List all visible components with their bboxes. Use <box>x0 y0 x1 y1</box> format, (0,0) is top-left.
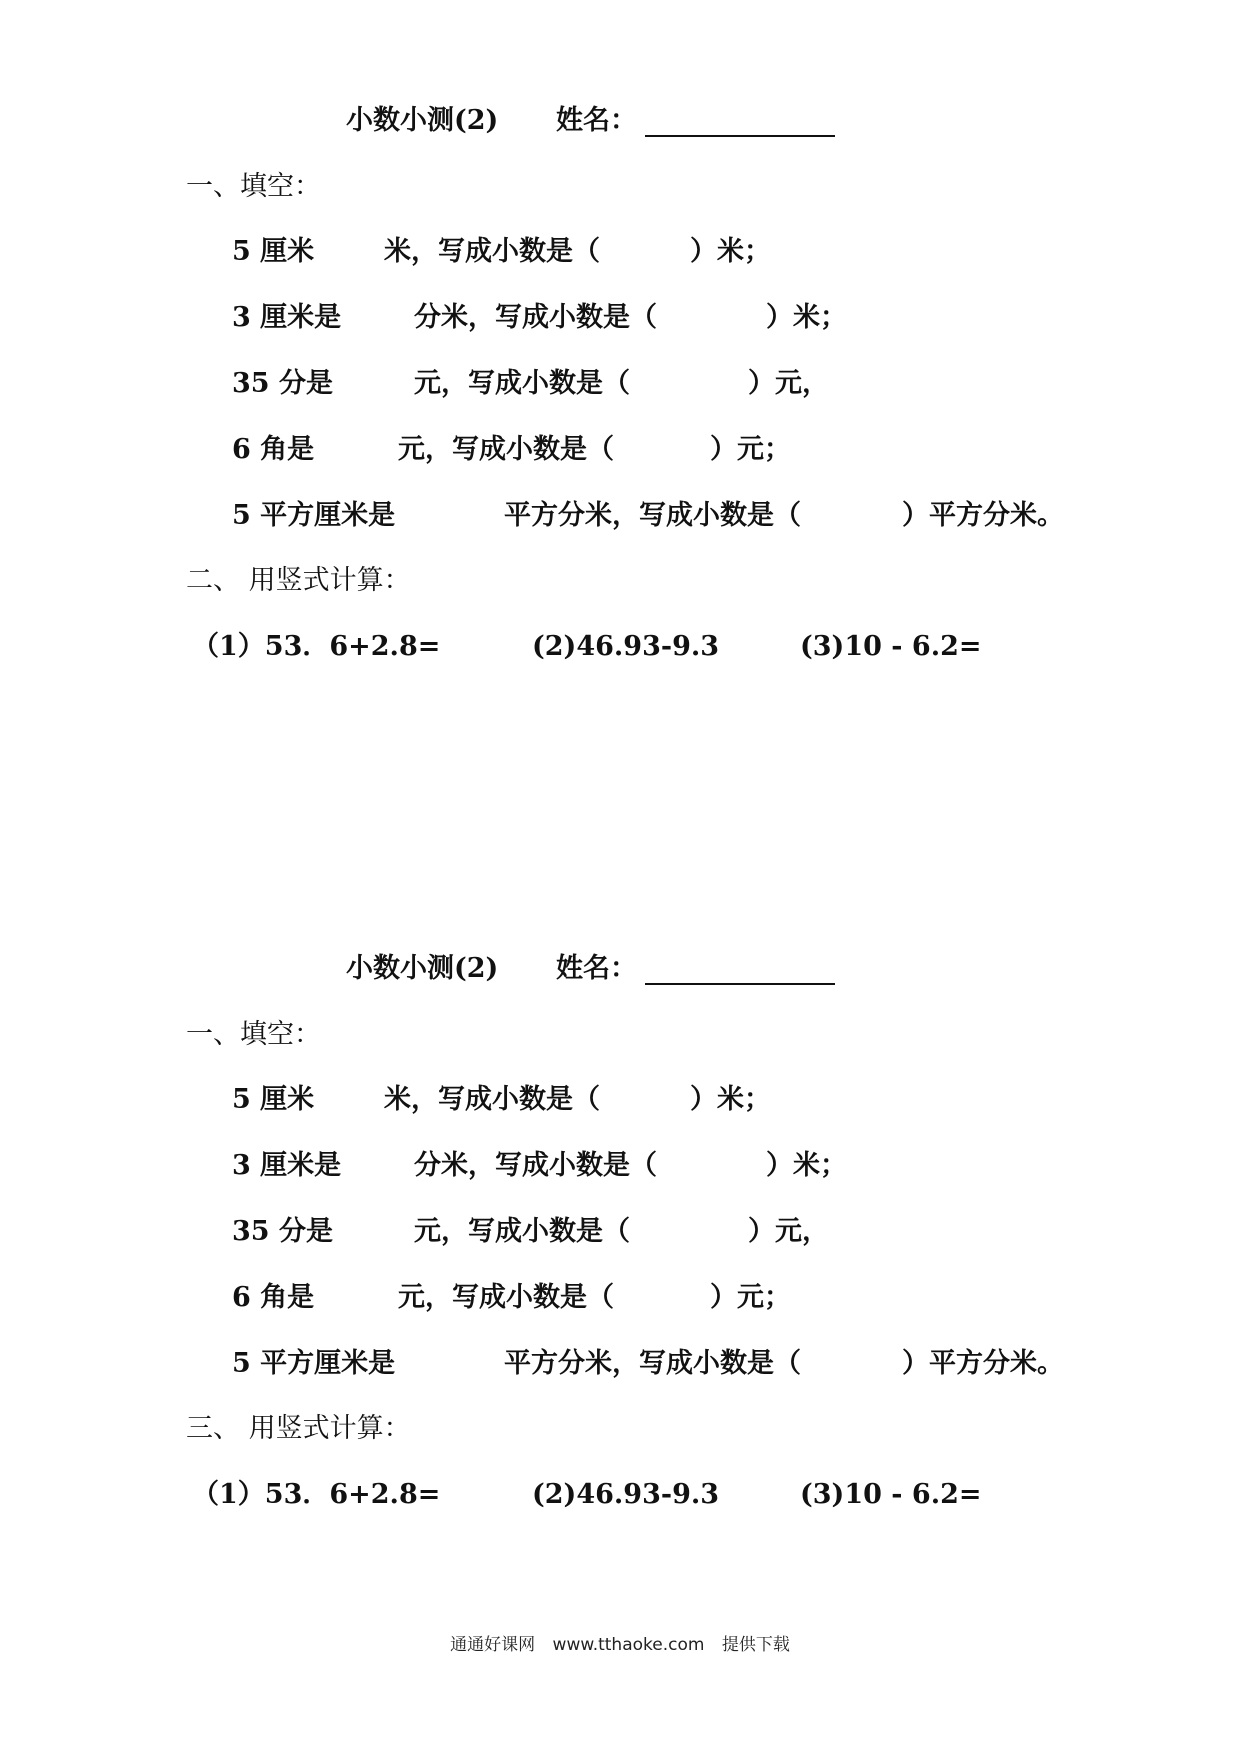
fill-item-1-part-2: 米，写成小数是（ <box>384 1084 600 1115</box>
fill-item-3-part-1: 35 分是 <box>232 368 333 399</box>
fill-item-3-part-1: 35 分是 <box>232 1216 333 1247</box>
calc-problem-1: （1）53．6+2.8= <box>192 1479 441 1510</box>
name-label: 姓名： <box>556 105 637 136</box>
fill-item-5-part-3: ）平方分米。 <box>902 1348 1064 1379</box>
fill-item-2-part-2: 分米，写成小数是（ <box>414 1150 657 1181</box>
footer-url[interactable]: www.tthaoke.com <box>552 1635 705 1655</box>
calc-problem-2: (2)46.93-9.3 <box>532 1479 720 1510</box>
calc-problem-3: (3)10 - 6.2= <box>800 631 982 662</box>
fill-item-2-part-3: ）米； <box>766 1150 847 1181</box>
fill-item-3-part-3: ）元， <box>748 1216 829 1247</box>
name-label: 姓名： <box>556 953 637 984</box>
fill-item-2-part-3: ）米； <box>766 302 847 333</box>
section-heading-vertical-calc: 二、 用竖式计算： <box>186 565 411 596</box>
footer-suffix: 提供下载 <box>721 1635 790 1655</box>
fill-item-2-part-1: 3 厘米是 <box>232 302 342 333</box>
fill-item-3-part-3: ）元， <box>748 368 829 399</box>
section-heading-vertical-calc: 三、 用竖式计算： <box>186 1413 411 1444</box>
fill-item-5-part-2: 平方分米，写成小数是（ <box>504 1348 801 1379</box>
fill-item-2-part-2: 分米，写成小数是（ <box>414 302 657 333</box>
fill-item-5-part-2: 平方分米，写成小数是（ <box>504 500 801 531</box>
fill-item-1-part-3: ）米； <box>690 1084 771 1115</box>
fill-item-4-part-1: 6 角是 <box>232 434 315 465</box>
name-blank-line[interactable] <box>645 135 835 137</box>
page-footer <box>0 1630 1240 1655</box>
footer-site-name: 通通好课网 <box>450 1635 536 1655</box>
fill-item-3-part-2: 元，写成小数是（ <box>414 368 630 399</box>
name-blank-line[interactable] <box>645 983 835 985</box>
fill-item-2-part-1: 3 厘米是 <box>232 1150 342 1181</box>
fill-item-1-part-3: ）米； <box>690 236 771 267</box>
fill-item-4-part-2: 元，写成小数是（ <box>398 1282 614 1313</box>
calc-problem-2: (2)46.93-9.3 <box>532 631 720 662</box>
fill-item-4-part-2: 元，写成小数是（ <box>398 434 614 465</box>
fill-item-5-part-1: 5 平方厘米是 <box>232 500 396 531</box>
fill-item-3-part-2: 元，写成小数是（ <box>414 1216 630 1247</box>
section-heading-fill-blank: 一、填空： <box>186 1019 321 1050</box>
fill-item-4-part-3: ）元； <box>710 434 791 465</box>
calc-problem-1: （1）53．6+2.8= <box>192 631 441 662</box>
quiz-title: 小数小测(2) <box>346 105 499 136</box>
fill-item-1-part-2: 米，写成小数是（ <box>384 236 600 267</box>
fill-item-1-part-1: 5 厘米 <box>232 1084 315 1115</box>
fill-item-4-part-1: 6 角是 <box>232 1282 315 1313</box>
fill-item-4-part-3: ）元； <box>710 1282 791 1313</box>
calc-problem-3: (3)10 - 6.2= <box>800 1479 982 1510</box>
fill-item-5-part-1: 5 平方厘米是 <box>232 1348 396 1379</box>
quiz-title: 小数小测(2) <box>346 953 499 984</box>
section-heading-fill-blank: 一、填空： <box>186 171 321 202</box>
fill-item-1-part-1: 5 厘米 <box>232 236 315 267</box>
fill-item-5-part-3: ）平方分米。 <box>902 500 1064 531</box>
